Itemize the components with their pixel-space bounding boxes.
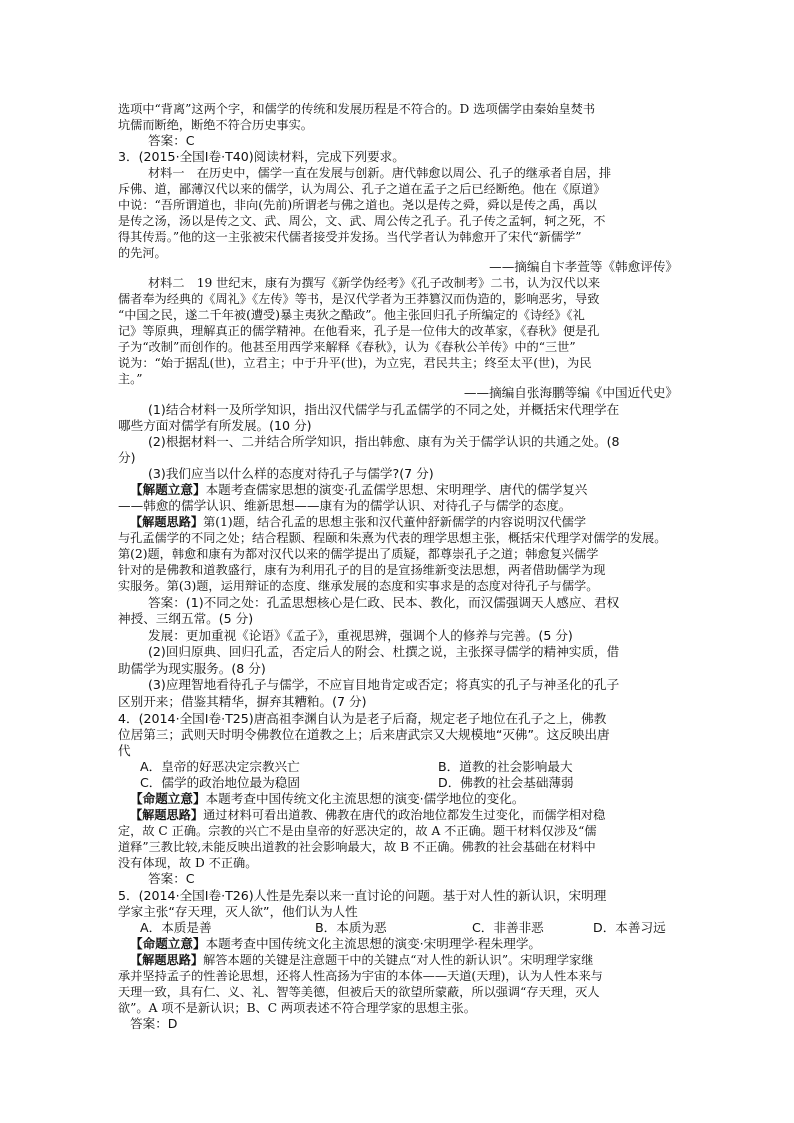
intent-line: 【命题立意】本题考查中国传统文化主流思想的演变·宋明理学·程朱理学。 <box>130 936 542 951</box>
section-label: 【命题立意】 <box>130 936 206 951</box>
analysis-line: 第(2)题，韩愈和康有为都对汉代以来的儒学提出了质疑，都尊崇孔子之道；韩愈复兴儒学 <box>118 547 599 561</box>
intent-line: ——韩愈的儒学认识、维新思想——康有为的儒学认识、对待孔子与儒学的态度。 <box>118 498 572 513</box>
option-c: C．儒学的政治地位最为稳固 <box>140 775 300 790</box>
section-label: 【解题思路】 <box>130 808 204 822</box>
material-2-line: “中国之民，遂二千年被(遭受)暴主夷狄之酷政”。他主张回归孔子所编定的《诗经》《礼 <box>118 308 585 322</box>
material-2-line: 儒者奉为经典的《周礼》《左传》等书，是汉代学者为王莽篡汉而伪造的，影响恶劣，导致 <box>118 292 600 306</box>
material-2-line: 子为“改制”而创作的。他甚至用西学来解释《春秋》，认为《春秋公羊传》中的“三世” <box>118 340 576 354</box>
answer-line: 区别开来；借鉴其精华，摒弃其糟粕。(7 分) <box>118 694 367 709</box>
material-1-line: 材料一 在历史中，儒学一直在发展与创新。唐代韩愈以周公、孔子的继承者自居，排 <box>148 166 612 180</box>
analysis-line: 没有体现，故 D 不正确。 <box>118 856 258 870</box>
analysis-line: 针对的是佛教和道教盛行，康有为利用孔子的目的是宣扬维新变法思想，两者借助儒学为现 <box>118 563 606 577</box>
section-label: 【解题思路】 <box>130 515 204 529</box>
section-label: 【命题立意】 <box>130 791 206 806</box>
text-line: 坑儒而断绝，断绝不符合历史事实。 <box>118 118 313 132</box>
question-4-stem: 4．(2014·全国Ⅰ卷·T25)唐高祖李渊自认为是老子后裔，规定老子地位在孔子之上，佛教 <box>118 711 607 726</box>
intent-line: 【命题立意】本题考查中国传统文化主流思想的演变·儒学地位的变化。 <box>130 791 525 806</box>
analysis-line: 道释”三教比较,未能反映出道教的社会影响最大，故 B 不正确。佛教的社会基础在材料中 <box>118 840 596 854</box>
option-b: B．道教的社会影响最大 <box>438 759 573 774</box>
analysis-line: 实服务。第(3)题，运用辩证的态度、继承发展的态度和实事求是的态度对待孔子与儒学。 <box>118 579 599 593</box>
analysis-line: 定，故 C 正确。宗教的兴亡不是由皇帝的好恶决定的，故 A 不正确。题干材料仅涉及“儒 <box>118 824 597 838</box>
analysis-line: 与孔孟儒学的不同之处；结合程颢、程颐和朱熹为代表的理学思想主张，概括宋代理学对儒学的发展。 <box>118 531 667 545</box>
option-a: A．皇帝的好恶决定宗教兴亡 <box>140 759 300 774</box>
answer-line: 答案：C <box>148 133 195 148</box>
answer-line: 发展：更加重视《论语》《孟子》，重视思辨，强调个人的修养与完善。(5 分) <box>148 628 573 643</box>
question-3-stem: 3．(2015·全国Ⅰ卷·T40)阅读材料，完成下列要求。 <box>118 149 405 164</box>
question-line: (1)结合材料一及所学知识，指出汉代儒学与孔孟儒学的不同之处，并概括宋代理学在 <box>148 402 620 417</box>
intent-line: 【解题立意】本题考查儒家思想的演变·孔孟儒学思想、宋明理学、唐代的儒学复兴 <box>130 482 588 497</box>
material-2-line: 说为：“始于据乱(世)，立君主；中于升平(世)，为立宪，君民共主；终至太平(世)，为民 <box>118 356 592 370</box>
option-b: B．本质为恶 <box>315 920 387 935</box>
material-2-line: 主。” <box>118 372 143 386</box>
question-line: (2)根据材料一、二并结合所学知识，指出韩愈、康有为关于儒学认识的共通之处。(8 <box>148 434 620 449</box>
answer-line: (2)回归原典、回归孔孟，否定后人的附会、杜撰之说，主张探寻儒学的精神实质，借 <box>148 644 620 659</box>
analysis-line: 【解题思路】通过材料可看出道教、佛教在唐代的政治地位都发生过变化，而儒学相对稳 <box>130 808 606 822</box>
question-line: 哪些方面对儒学有所发展。(10 分) <box>118 418 312 433</box>
answer-line: 神授、三纲五常。(5 分) <box>118 611 254 626</box>
answer-line: 答案：C <box>148 871 195 886</box>
option-d: D．本善习远 <box>593 920 666 935</box>
analysis-line: 欲”。A 项不是新认识；B、C 两项表述不符合理学家的思想主张。 <box>118 1001 476 1015</box>
question-5-stem: 5．(2014·全国Ⅰ卷·T26)人性是先秦以来一直讨论的问题。基于对人性的新认识，宋明理 <box>118 888 607 903</box>
analysis-line: 天理一致，具有仁、义、礼、智等美德，但被后天的欲望所蒙蔽，所以强调“存天理，灭人 <box>118 985 600 999</box>
question-4-stem: 代 <box>118 743 131 758</box>
option-a: A．本质是善 <box>140 920 212 935</box>
answer-line: 助儒学为现实服务。(8 分) <box>118 661 266 676</box>
section-label: 【解题思路】 <box>130 953 204 967</box>
question-line: (3)我们应当以什么样的态度对待孔子与儒学?(7 分) <box>148 466 434 481</box>
answer-line: 答案：D <box>130 1016 178 1031</box>
material-2-line: 记》等原典，理解真正的儒学精神。在他看来，孔子是一位伟大的改革家，《春秋》便是孔 <box>118 324 600 338</box>
analysis-line: 【解题思路】第(1)题，结合孔孟的思想主张和汉代董仲舒新儒学的内容说明汉代儒学 <box>130 515 587 529</box>
text-line: 选项中“背离”这两个字，和儒学的传统和发展历程是不符合的。D 选项儒学由秦始皇焚书 <box>118 102 596 116</box>
material-2-source: ——摘编自张海鹏等编《中国近代史》 <box>463 385 678 400</box>
material-1-source: ——摘编自卞孝萱等《韩愈评传》 <box>489 259 678 274</box>
section-label: 【解题立意】 <box>130 482 206 497</box>
answer-line: 答案：(1)不同之处：孔孟思想核心是仁政、民本、教化，而汉儒强调天人感应、君权 <box>148 595 620 610</box>
material-1-line: 是传之汤，汤以是传之文、武、周公，文、武、周公传之孔子。孔子传之孟轲，轲之死，不 <box>118 214 606 228</box>
answer-line: (3)应理智地看待孔子与儒学，不应盲目地肯定或否定；将真实的孔子与神圣化的孔子 <box>148 677 620 692</box>
analysis-line: 【解题思路】解答本题的关键是注意题干中的关键点“对人性的新认识”。宋明理学家继 <box>130 953 594 967</box>
option-d: D．佛教的社会基础薄弱 <box>438 775 574 790</box>
option-c: C．非善非恶 <box>472 920 544 935</box>
material-1-line: 中说：“吾所谓道也，非向(先前)所谓老与佛之道也。尧以是传之舜，舜以是传之禹，禹以 <box>118 198 597 212</box>
material-2-line: 材料二 19 世纪末，康有为撰写《新学伪经考》《孔子改制考》二书，认为汉代以来 <box>148 276 601 290</box>
question-5-stem: 学家主张“存天理，灭人欲”，他们认为人性 <box>118 904 358 919</box>
material-1-line: 得其传焉。”他的这一主张被宋代儒者接受并发扬。当代学者认为韩愈开了宋代“新儒学” <box>118 230 582 244</box>
material-1-line: 斥佛、道，鄙薄汉代以来的儒学，认为周公、孔子之道在孟子之后已经断绝。他在《原道》 <box>118 182 606 196</box>
material-1-line: 的先河。 <box>118 246 167 260</box>
question-4-stem: 位居第三；武则天时明令佛教位在道教之上；后来唐武宗又大规模地“灭佛”。这反映出唐 <box>118 727 610 742</box>
question-line: 分) <box>118 450 136 465</box>
analysis-line: 承并坚持孟子的性善论思想，还将人性高扬为宇宙的本体——天道(天理)，认为人性本来与 <box>118 969 603 983</box>
